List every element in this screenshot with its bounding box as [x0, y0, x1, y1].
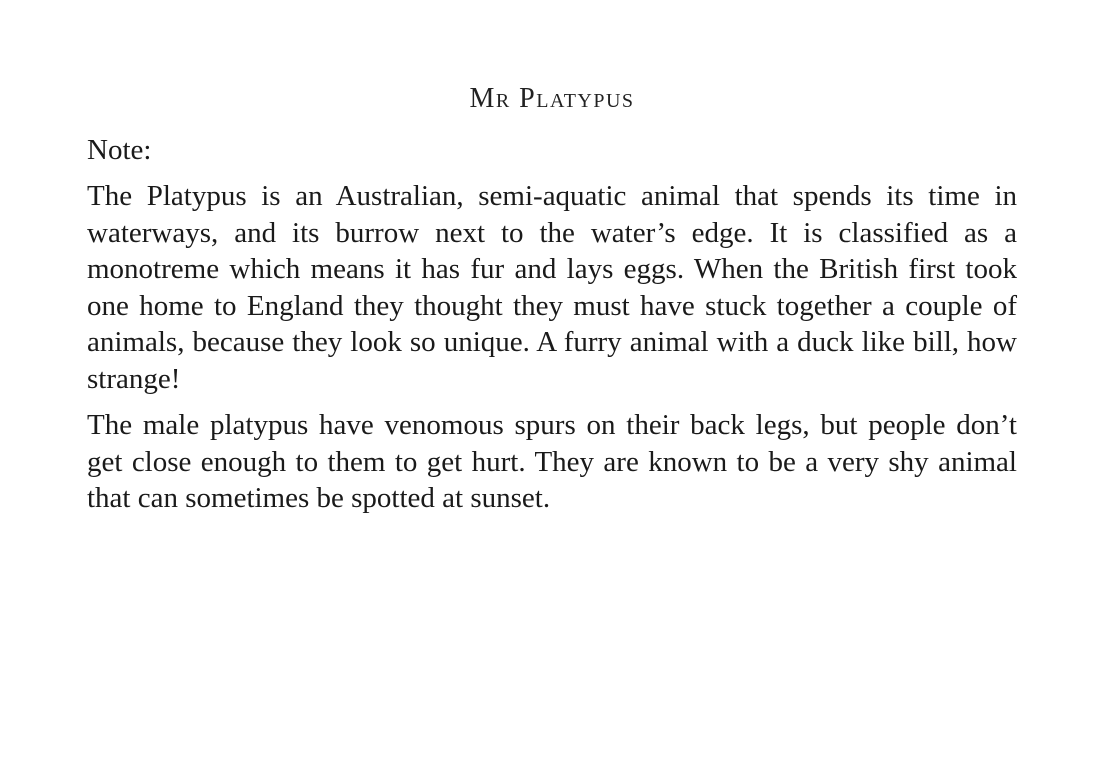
page-title: Mr Platypus: [469, 83, 635, 114]
paragraph-venom: The male platypus have venomous spurs on their back legs, but people don’t get close enough to them to get hurt. They are known to be a very shy animal that can sometimes be spotted at sunset.: [87, 409, 1017, 514]
paragraph-intro: The Platypus is an Australian, semi-aquatic animal that spends its time in waterways, and its burrow next to the water’s edge. It is classified as a monotreme which means it has fur and lays eggs. When the British first took one home to England they thought they must have stuck together a couple of animals, because they look so unique. A furry animal with a duck like bill, how strange!: [87, 180, 1017, 395]
note-label: Note:: [87, 134, 152, 166]
document-page: [87, 80, 1017, 527]
